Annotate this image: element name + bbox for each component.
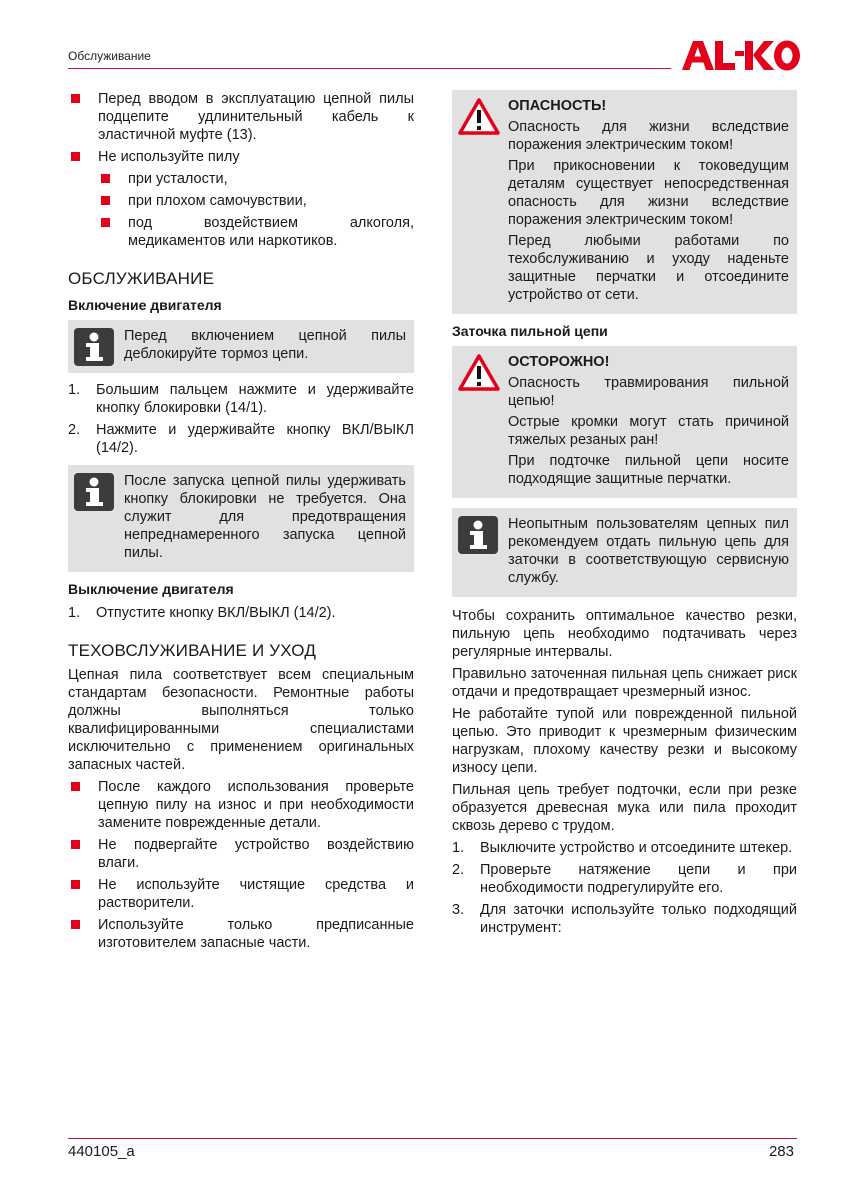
numbered-step	[452, 839, 797, 857]
numbered-step	[452, 901, 797, 937]
danger-notice	[452, 90, 797, 314]
warning-triangle-icon	[458, 354, 500, 392]
header-rule	[68, 68, 671, 69]
document-code: 440105_a	[68, 1143, 135, 1160]
bullet-marker	[71, 94, 80, 103]
bullet-marker	[101, 174, 110, 183]
notice-text: Неопытным пользователям цепных пил рекомендуем отдать пильную цепь для заточки в соответствующую сервисную службу.	[508, 516, 789, 586]
step-text: Для заточки используйте только подходящий инструмент:	[480, 902, 797, 936]
list-item	[68, 148, 414, 166]
logo-letter-k	[745, 41, 775, 70]
bullet-text: Перед вводом в эксплуатацию цепной пилы подцепите удлинительный кабель к эластичной муфте (13).	[98, 91, 414, 143]
engine-off-heading: Выключение двигателя	[68, 581, 234, 597]
list-item	[68, 876, 414, 912]
numbered-step	[68, 421, 414, 457]
maintenance-paragraph: Цепная пила соответствует всем специальным стандартам безопасности. Ремонтные работы должны выполняться только квалифицированными специалистами исключительно с применением оригинальных запасных частей.	[68, 667, 414, 773]
logo-letter-o	[774, 41, 800, 71]
step-text: Большим пальцем нажмите и удерживайте кнопку блокировки (14/1).	[96, 382, 414, 416]
al-ko-logo	[682, 38, 802, 72]
list-item	[68, 90, 414, 144]
maintenance-heading: ТЕХОВСЛУЖИВАНИЕ И УХОД	[68, 641, 317, 660]
logo-letter-a	[682, 41, 714, 70]
bullet-marker	[101, 196, 110, 205]
bullet-marker	[71, 880, 80, 889]
service-heading: ОБСЛУЖИВАНИЕ	[68, 269, 215, 288]
notice-text: Перед любыми работами по техобслуживанию и уходу наденьте защитные перчатки и отсоедините устройство от сети.	[508, 233, 789, 303]
info-icon	[458, 516, 498, 554]
list-item	[68, 836, 414, 872]
step-text: Отпустите кнопку ВКЛ/ВЫКЛ (14/2).	[96, 605, 336, 621]
page-number: 283	[768, 1143, 794, 1160]
bullet-text: Не подвергайте устройство воздействию влаги.	[98, 837, 414, 871]
step-number: 1.	[68, 605, 81, 621]
step-number: 2.	[68, 422, 81, 438]
header-section-title: Обслуживание	[68, 49, 151, 63]
notice-text: При прикосновении к токоведущим деталям существует непосредственная опасность для жизни вследствие поражения электрическим током!	[508, 158, 789, 228]
engine-on-heading: Включение двигателя	[68, 297, 222, 313]
notice-text: Опасность для жизни вследствие поражения электрическим током!	[508, 119, 789, 153]
numbered-step	[68, 604, 414, 622]
step-text: Проверьте натяжение цепи и при необходимости подрегулируйте его.	[480, 862, 797, 896]
sharpen-heading: Заточка пильной цепи	[452, 323, 608, 339]
footer-rule	[68, 1138, 797, 1139]
sharpen-paragraph: Чтобы сохранить оптимальное качество резки, пильную цепь необходимо подтачивать через регулярные интервалы.	[452, 608, 797, 660]
bullet-marker	[71, 920, 80, 929]
warning-triangle-icon	[458, 98, 500, 136]
step-number: 1.	[68, 382, 81, 398]
caution-title: ОСТОРОЖНО!	[508, 354, 610, 370]
sharpen-paragraph: Пильная цепь требует подточки, если при резке образуется древесная мука или пила проходит сквозь дерево с трудом.	[452, 782, 797, 834]
bullet-text: Не используйте чистящие средства и растворители.	[98, 877, 414, 911]
step-number: 1.	[452, 840, 465, 856]
list-item	[68, 916, 414, 952]
bullet-marker	[71, 782, 80, 791]
danger-title: ОПАСНОСТЬ!	[508, 98, 607, 114]
sub-list-item	[98, 214, 414, 250]
notice-text: При подточке пильной цепи носите подходящие защитные перчатки.	[508, 453, 789, 487]
notice-text: Опасность травмирования пильной цепью!	[508, 375, 789, 409]
step-text: Выключите устройство и отсоедините штекер.	[480, 840, 793, 856]
notice-text: Перед включением цепной пилы деблокируйте тормоз цепи.	[124, 328, 406, 362]
bullet-marker	[71, 152, 80, 161]
bullet-text: под воздействием алкоголя, медикаментов или наркотиков.	[128, 215, 414, 249]
right-column	[452, 90, 797, 941]
sub-list-item	[98, 170, 414, 188]
bullet-text: при плохом самочувствии,	[128, 193, 307, 209]
sub-list-item	[98, 192, 414, 210]
notice-text: После запуска цепной пилы удерживать кнопку блокировки не требуется. Она служит для предотвращения непреднамеренного запуска цепной пилы.	[124, 473, 406, 561]
info-icon	[74, 328, 114, 366]
step-number: 3.	[452, 902, 465, 918]
logo-dash	[735, 51, 744, 56]
list-item	[68, 778, 414, 832]
sharpen-paragraph: Правильно заточенная пильная цепь снижает риск отдачи и предотвращает чрезмерный износ.	[452, 666, 797, 700]
info-notice	[452, 508, 797, 597]
numbered-step	[452, 861, 797, 897]
bullet-text: Используйте только предписанные изготовителем запасные части.	[98, 917, 414, 951]
notice-text: Острые кромки могут стать причиной тяжелых резаных ран!	[508, 414, 789, 448]
caution-notice	[452, 346, 797, 498]
info-notice	[68, 465, 414, 572]
step-number: 2.	[452, 862, 465, 878]
bullet-text: Не используйте пилу	[98, 149, 240, 165]
bullet-text: После каждого использования проверьте цепную пилу на износ и при необходимости замените поврежденные детали.	[98, 779, 414, 831]
bullet-marker	[101, 218, 110, 227]
left-column	[68, 90, 414, 956]
bullet-text: при усталости,	[128, 171, 228, 187]
info-icon	[74, 473, 114, 511]
info-notice	[68, 320, 414, 373]
sharpen-paragraph: Не работайте тупой или поврежденной пильной цепью. Это приводит к чрезмерным физическим нагрузкам, плохому качеству резки и высокому износу цепи.	[452, 706, 797, 776]
bullet-marker	[71, 840, 80, 849]
step-text: Нажмите и удерживайте кнопку ВКЛ/ВЫКЛ (14/2).	[96, 422, 414, 456]
numbered-step	[68, 381, 414, 417]
